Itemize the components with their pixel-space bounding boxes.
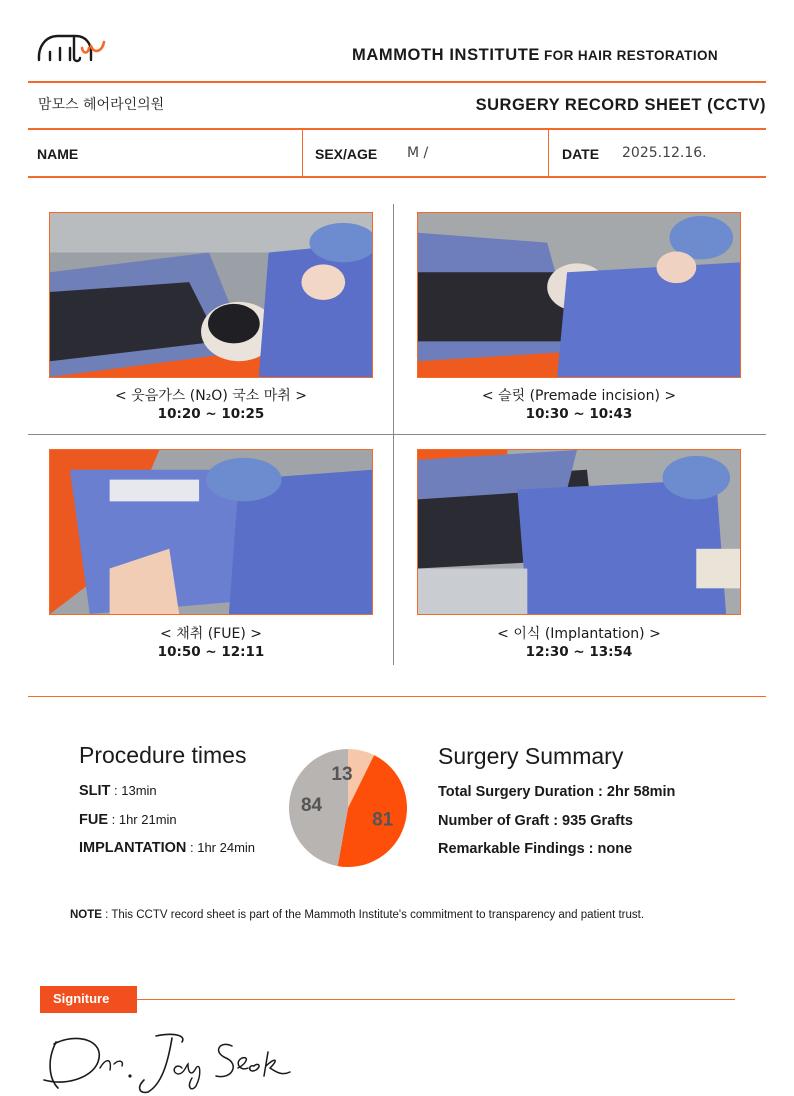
divider [28, 128, 766, 130]
procedure-label: SLIT [79, 783, 111, 799]
procedure-value: : 1hr 21min [108, 812, 177, 827]
step-title: < 이식 (Implantation) > [497, 626, 661, 642]
procedure-row [79, 783, 157, 799]
divider [28, 696, 766, 697]
clinic-name-korean: 맘모스 헤어라인의원 [38, 97, 165, 113]
mammoth-logo-icon [36, 30, 108, 64]
surgery-photo-fue [49, 449, 373, 615]
date-value: 2025.12.16. [622, 145, 707, 161]
step-time: 10:50 ~ 12:11 [157, 644, 265, 660]
pie-data-label: 13 [331, 764, 353, 785]
handwritten-signature [36, 1022, 306, 1094]
step-title: < 웃음가스 (N₂O) 국소 마취 > [115, 388, 307, 404]
summary-graft-count: Number of Graft : 935 Grafts [438, 813, 633, 829]
step-caption [417, 387, 741, 423]
brand-main: MAMMOTH INSTITUTE [352, 46, 541, 64]
step-caption [49, 387, 373, 423]
brand-name [352, 46, 718, 65]
brand-sub: FOR HAIR RESTORATION [544, 48, 719, 63]
sex-age-value: M / [407, 145, 429, 161]
procedure-times-pie-chart [286, 746, 410, 870]
divider [28, 81, 766, 83]
grid-divider [28, 434, 766, 435]
sex-age-label: SEX/AGE [315, 146, 378, 162]
step-time: 12:30 ~ 13:54 [525, 644, 633, 660]
pie-data-label: 81 [372, 809, 394, 831]
signature-line [137, 999, 735, 1000]
step-title: < 슬릿 (Premade incision) > [481, 388, 677, 404]
surgery-photo-slit [417, 212, 741, 378]
summary-findings: Remarkable Findings : none [438, 841, 633, 857]
date-label: DATE [562, 146, 600, 162]
field-separator [548, 129, 549, 176]
step-caption [49, 625, 373, 661]
note-text: : This CCTV record sheet is part of the Mammoth Institute's commitment to transparency and patient trust. [101, 909, 645, 921]
signature-label: Signiture [40, 986, 137, 1013]
note-label: NOTE [70, 909, 102, 921]
procedure-row [79, 812, 177, 828]
step-title: < 채취 (FUE) > [160, 626, 262, 642]
step-caption [417, 625, 741, 661]
name-label: NAME [37, 146, 79, 162]
surgery-photo-implantation [417, 449, 741, 615]
procedure-label: IMPLANTATION [79, 840, 187, 856]
step-time: 10:20 ~ 10:25 [157, 406, 265, 422]
sheet-title: SURGERY RECORD SHEET (CCTV) [475, 96, 766, 114]
procedure-row [79, 840, 255, 856]
procedure-value: : 13min [110, 783, 157, 798]
procedure-times-title: Procedure times [79, 742, 247, 768]
field-separator [302, 129, 303, 176]
summary-total-duration: Total Surgery Duration : 2hr 58min [438, 784, 676, 800]
divider [28, 176, 766, 178]
surgery-summary-title: Surgery Summary [438, 743, 624, 769]
pie-data-label: 84 [300, 794, 323, 816]
procedure-label: FUE [79, 812, 108, 828]
surgery-photo-anesthesia [49, 212, 373, 378]
procedure-value: : 1hr 24min [186, 840, 256, 855]
step-time: 10:30 ~ 10:43 [525, 406, 633, 422]
note [70, 909, 644, 921]
